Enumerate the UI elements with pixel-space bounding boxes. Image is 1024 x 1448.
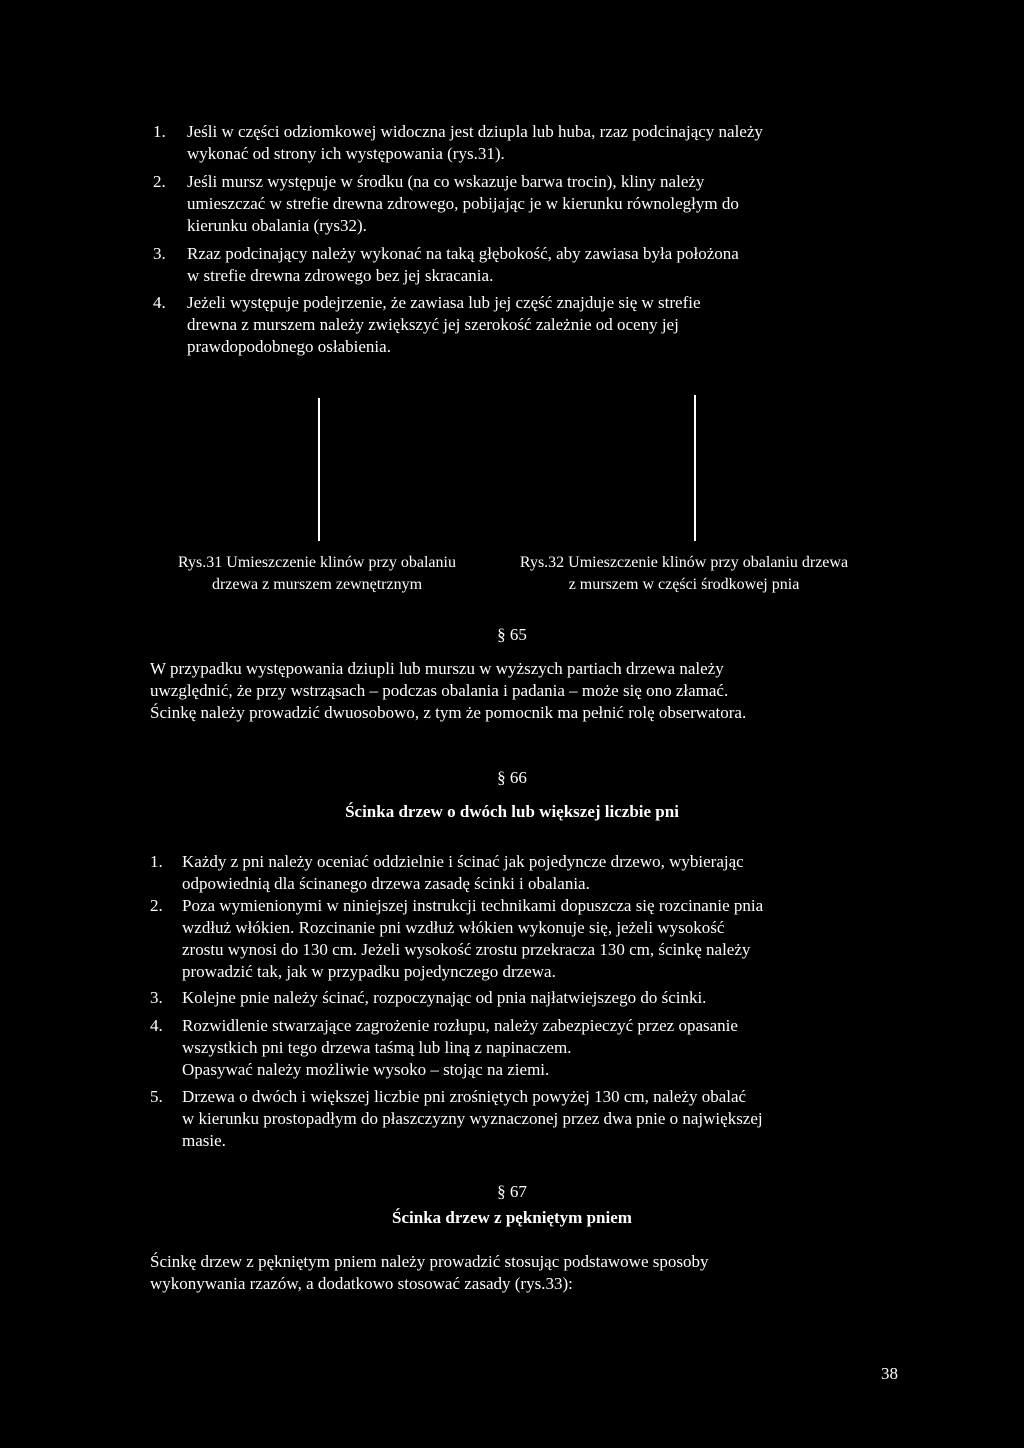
page-number: 38 [881, 1364, 898, 1383]
figure-31-caption: Rys.31 Umieszczenie klinów przy obalaniu drzewa z murszem zewnętrznym [178, 554, 456, 593]
list-text: prawdopodobnego osłabienia. [187, 337, 391, 356]
section-65-text: W przypadku występowania dziupli lub murszu w wyższych partiach drzewa należy uwzględnić, że przy wstrząsach – podczas obalania i padania – może się ono złamać. Ścinkę należy prowadzić dwuosobowo, z tym że pomocnik ma pełnić rolę obserwatora. [150, 659, 747, 722]
list-text: Rzaz podcinający należy wykonać na taką głębokość, aby zawiasa była położona [187, 244, 739, 263]
list-text: Jeśli mursz występuje w środku (na co wskazuje barwa trocin), kliny należy [187, 172, 705, 191]
section-67-text: Ścinkę drzew z pękniętym pniem należy prowadzić stosując podstawowe sposoby wykonywania rzazów, a dodatkowo stosować zasady (rys.33): [150, 1252, 709, 1293]
list-text: wykonać od strony ich występowania (rys.31). [187, 144, 505, 163]
list-number: 4. [150, 1016, 163, 1035]
section-66-title: Ścinka drzew o dwóch lub większej liczbie pni [345, 802, 679, 821]
list-text: Rozwidlenie stwarzające zagrożenie rozłupu, należy zabezpieczyć przez opasanie [182, 1016, 738, 1035]
list-number: 2. [150, 896, 163, 915]
section-67-title: Ścinka drzew z pękniętym pniem [392, 1208, 632, 1227]
list-number: 4. [153, 293, 166, 312]
list-text: Jeśli w części odziomkowej widoczna jest dziupla lub huba, rzaz podcinający należy [187, 122, 763, 141]
list-number: 3. [150, 988, 163, 1007]
section-65-label: § 65 [497, 625, 527, 644]
list-text: prowadzić tak, jak w przypadku pojedynczego drzewa. [182, 962, 556, 981]
list-text: kierunku obalania (rys32). [187, 216, 367, 235]
list-number: 1. [150, 852, 163, 871]
figure-31-line [318, 398, 320, 541]
list-text: Jeżeli występuje podejrzenie, że zawiasa lub jej część znajduje się w strefie [187, 293, 701, 312]
list-text: Poza wymienionymi w niniejszej instrukcji technikami dopuszcza się rozcinanie pnia [182, 896, 764, 915]
list-text: odpowiednią dla ścinanego drzewa zasadę ścinki i obalania. [182, 874, 590, 893]
figure-32-line [694, 395, 696, 541]
list-text: umieszczać w strefie drewna zdrowego, pobijając je w kierunku równoległym do [187, 194, 739, 213]
list-text: Opasywać należy możliwie wysoko – stojąc na ziemi. [182, 1060, 550, 1079]
figure-32-caption: Rys.32 Umieszczenie klinów przy obalaniu drzewa z murszem w części środkowej pnia [519, 554, 849, 593]
list-text: w kierunku prostopadłym do płaszczyzny wyznaczonej przez dwa pnie o największej [182, 1109, 763, 1128]
list-text: Kolejne pnie należy ścinać, rozpoczynając od pnia najłatwiejszego do ścinki. [182, 988, 707, 1007]
list-number: 5. [150, 1087, 163, 1106]
list-text: drewna z murszem należy zwiększyć jej szerokość zależnie od oceny jej [187, 315, 679, 334]
list-text: masie. [182, 1131, 226, 1150]
list-text: w strefie drewna zdrowego bez jej skracania. [187, 266, 494, 285]
section-66-label: § 66 [497, 768, 527, 787]
list-number: 3. [153, 244, 166, 263]
list-number: 1. [153, 122, 166, 141]
list-text: Każdy z pni należy oceniać oddzielnie i ścinać jak pojedyncze drzewo, wybierając [182, 852, 744, 871]
list-text: wzdłuż włókien. Rozcinanie pni wzdłuż włókien wykonuje się, jeżeli wysokość [182, 918, 725, 937]
list-number: 2. [153, 172, 166, 191]
list-text: wszystkich pni tego drzewa taśmą lub liną z napinaczem. [182, 1038, 572, 1057]
list-text: zrostu wynosi do 130 cm. Jeżeli wysokość zrostu przekracza 130 cm, ścinkę należy [182, 940, 751, 959]
section-67-label: § 67 [497, 1182, 527, 1201]
list-text: Drzewa o dwóch i większej liczbie pni zrośniętych powyżej 130 cm, należy obalać [182, 1087, 747, 1106]
